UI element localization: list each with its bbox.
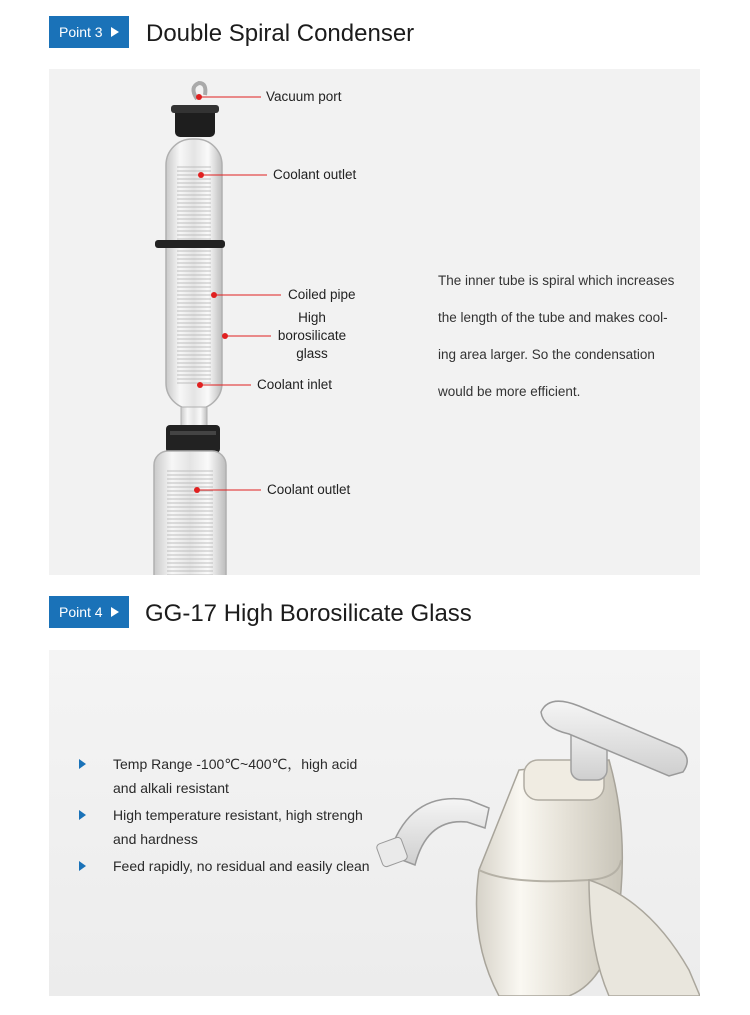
callout-coolant-outlet-bottom: Coolant outlet [267, 482, 351, 497]
point3-badge-label: Point 3 [59, 24, 103, 40]
glass-panel [49, 650, 700, 996]
description-line: The inner tube is spiral which increases [438, 273, 675, 288]
condenser-panel [49, 69, 700, 575]
glass-stopcock-illustration [49, 650, 700, 996]
play-arrow-icon [111, 27, 119, 37]
feature-text: Feed rapidly, no residual and easily clean [113, 858, 370, 874]
point4-badge-label: Point 4 [59, 604, 103, 620]
point4-title: GG-17 High Borosilicate Glass [145, 600, 472, 627]
description-line: would be more efficient. [438, 384, 581, 399]
middle-joint [166, 425, 220, 453]
condenser-description [438, 262, 688, 410]
callout-coolant-inlet: Coolant inlet [257, 377, 333, 392]
feature-text: High temperature resistant, high strengh and hardness [113, 807, 363, 847]
callout-glass: High borosilicate glass [277, 310, 347, 361]
callout-coolant-outlet-top: Coolant outlet [273, 167, 357, 182]
point4-badge [49, 596, 129, 628]
callout-coiled-pipe: Coiled pipe [288, 287, 356, 302]
clamp-band [155, 240, 225, 248]
feature-text: Temp Range -100℃~400℃，high acid and alkali resistant [113, 756, 358, 796]
play-arrow-icon [111, 607, 119, 617]
description-line: the length of the tube and makes cool- [438, 310, 668, 325]
description-line: ing area larger. So the condensation [438, 347, 655, 362]
callout-vacuum-port: Vacuum port [266, 89, 342, 104]
point3-title: Double Spiral Condenser [146, 20, 415, 47]
point3-badge [49, 16, 129, 48]
